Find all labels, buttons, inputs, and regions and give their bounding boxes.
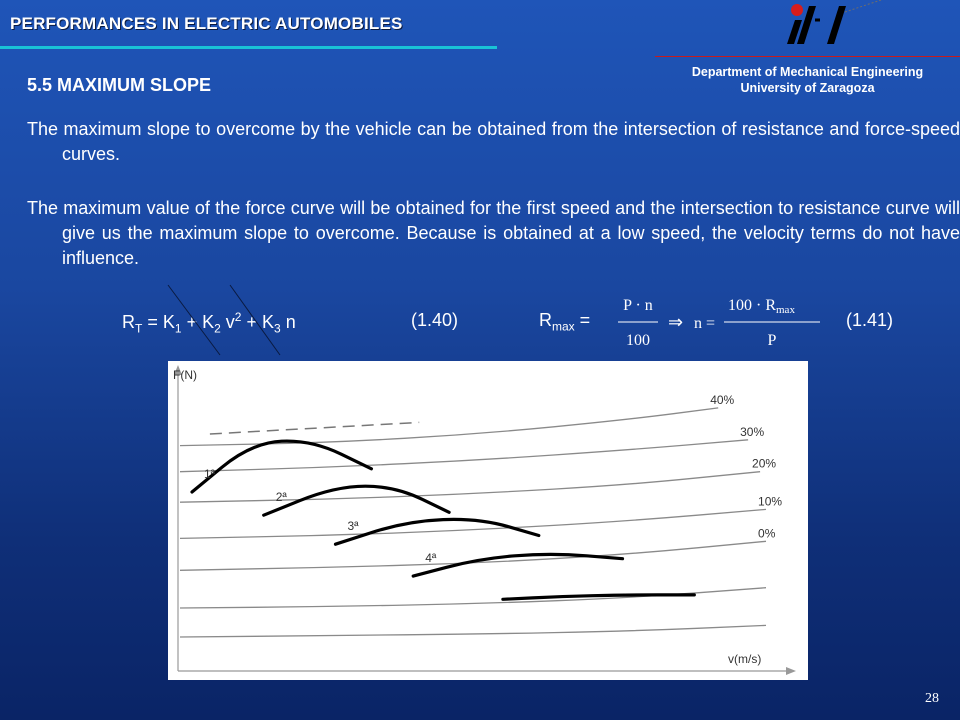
frac1-numerator: P · n: [623, 297, 653, 314]
paragraph-intersection: The maximum slope to overcome by the vehicle can be obtained from the intersection of resistance and force-speed curves.: [27, 119, 960, 164]
equation-max-slope: $R_{max}$ =: [539, 310, 591, 334]
resistance-label-20pct: 20%: [752, 456, 777, 471]
implies-symbol: ⇒: [668, 312, 684, 332]
resistance-curve-20pct: [180, 472, 760, 503]
page-number: 28: [925, 691, 939, 706]
y-axis-label: F(N): [173, 368, 197, 382]
resistance-label-10pct: 10%: [758, 494, 783, 509]
header-underline: [0, 46, 497, 49]
resistance-curve-unlabeled-6: [180, 625, 766, 637]
paragraph-force-curve: The maximum value of the force curve will be obtained for the first speed and the intersection to resistance curve will give us the maximum slope to overcome. Because is obtained at a low speed, the velocity terms do not have influence.: [27, 198, 960, 268]
x-axis-label: v(m/s): [728, 652, 762, 666]
resistance-curves: [180, 393, 782, 637]
equation-number-1-41: (1.41): [846, 310, 894, 330]
resistance-curve-0pct: [180, 541, 766, 570]
gear-label-4: 4ª: [425, 551, 437, 566]
frac2-numerator: 100 · Rmax: [728, 297, 795, 316]
resistance-label-0pct: 0%: [758, 526, 776, 541]
equation-number-1-40: (1.40): [411, 310, 459, 330]
section-title: 5.5 MAXIMUM SLOPE: [27, 75, 212, 95]
gear-label-3: 3ª: [347, 519, 359, 534]
resistance-label-30pct: 30%: [740, 424, 765, 439]
institution-rule: [655, 56, 960, 57]
equation-resistance: $R_T = K_1 + K_2$ $v^2 + K_3$ n: [122, 310, 296, 336]
university-name: University of Zaragoza: [740, 81, 875, 95]
x-axis-arrow: [786, 667, 796, 675]
force-curves: [192, 441, 694, 599]
force-resistance-chart: [168, 361, 808, 680]
department-name: Department of Mechanical Engineering: [691, 65, 924, 79]
force-curve-gear-4: [413, 554, 622, 576]
resistance-curve-40pct: [180, 408, 718, 446]
resistance-curve-unlabeled-5: [180, 588, 766, 608]
max-slope-formula: [610, 290, 840, 360]
frac1-denominator: 100: [626, 332, 650, 349]
frac2-denominator: P: [767, 332, 777, 349]
n-equals: n =: [694, 315, 716, 332]
strike-through-lines: [150, 280, 300, 360]
gear-label-2: 2ª: [275, 490, 287, 505]
gear-label-1: 1ª: [203, 467, 216, 481]
university-logo: [775, 0, 890, 50]
force-curve-gear-2: [264, 486, 449, 515]
max-force-dashed-line: [210, 422, 419, 434]
resistance-label-40pct: 40%: [710, 392, 735, 407]
institution-block: [655, 64, 960, 96]
slide-header-title: PERFORMANCES IN ELECTRIC AUTOMOBILES: [10, 14, 403, 33]
